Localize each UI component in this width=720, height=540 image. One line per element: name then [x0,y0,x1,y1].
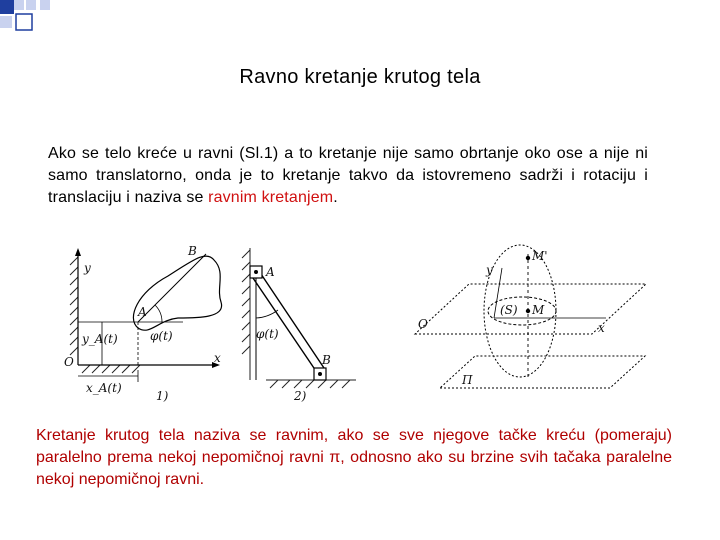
label-phi: φ(t) [150,329,173,343]
intro-end: . [333,189,338,206]
label-pi: Π [462,373,473,387]
figure-body-planes [410,238,650,400]
label-ya: y_A(t) [82,332,118,346]
caption-1: 1) [156,389,169,403]
label-xa: x_A(t) [86,381,122,395]
line-ab [138,254,206,322]
label-m-prime: M' [532,249,548,263]
rod-edge-2 [261,274,324,368]
point-m-prime [526,256,530,260]
intro-paragraph [48,143,648,209]
rod-label-a: A [266,265,275,279]
summary-paragraph: Kretanje krutog tela naziva se ravnim, ako se sve njegove tačke kreću (pomeraju) paralelno prema nekoj nepomičnoj ravni π, odnosno ako su brzine svih tačaka paralelne nekoj nepomičnoj ravni. [36,427,672,488]
figure-planar-body [58,240,238,410]
rigid-body-outline [133,256,221,330]
slide-title: Ravno kretanje krutog tela [239,66,481,88]
rod-edge-1 [253,278,318,374]
figure-sliding-rod [236,240,366,410]
rod-label-b: B [322,353,331,367]
rod-label-phi: φ(t) [256,327,279,341]
section-s [488,297,556,325]
label-plane-y: y [486,263,493,277]
intro-text: Ako se telo kreće u ravni (Sl.1) a to kretanje nije samo obrtanje oko ose a nije ni samo translatorno, onda je to kretanje takvo da istovremeno sadrži i rotaciju i translaciju i naziva se [48,145,648,206]
label-y: y [84,261,91,275]
label-s: (S) [500,303,518,317]
label-b: B [188,244,197,258]
intro-highlight: ravnim kretanjem [208,189,334,206]
label-x: x [214,351,221,365]
label-a: A [138,305,147,319]
caption-2: 2) [294,389,307,403]
label-plane-o: O [418,317,428,331]
label-m: M [532,303,545,317]
label-origin: O [64,355,74,369]
label-plane-x: x [598,321,605,335]
point-m [526,309,530,313]
corner-decoration [0,0,90,40]
section-plane [415,284,646,334]
angle-arc [155,305,162,322]
y-axis-arrow [75,248,81,256]
